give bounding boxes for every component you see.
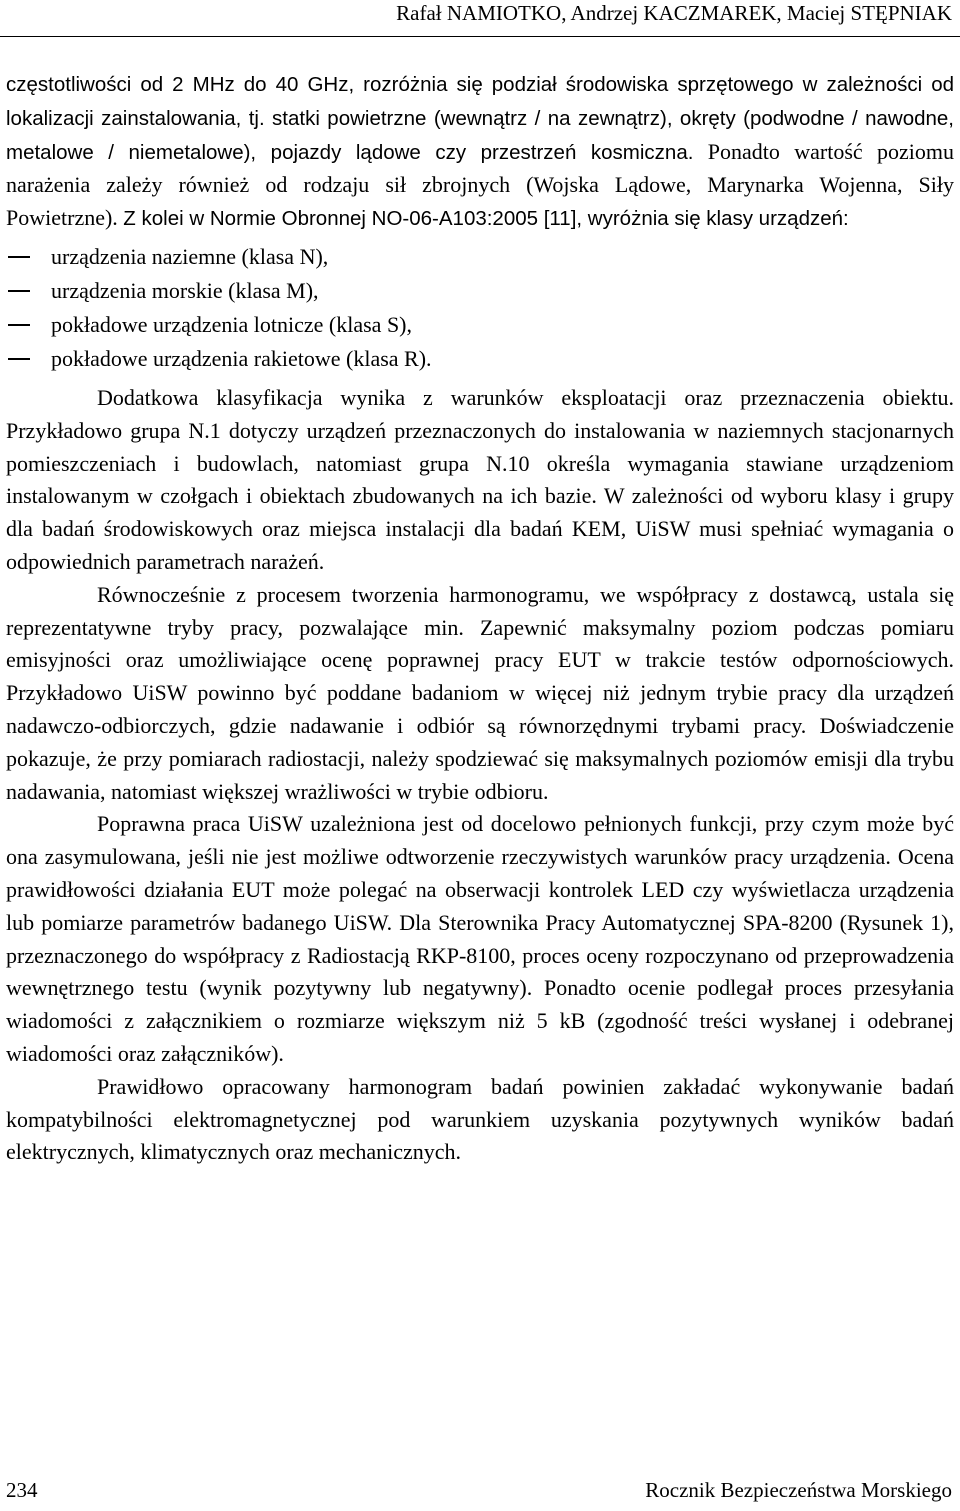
list-item-text: pokładowe urządzenia rakietowe (klasa R). — [51, 345, 432, 371]
list-item-text: pokładowe urządzenia lotnicze (klasa S), — [51, 311, 413, 337]
list-item-text: urządzenia morskie (klasa M), — [51, 277, 319, 303]
paragraph-environment-text-b: Ponadto wartość poziomu narażenia zależy również od rodzaju sił zbrojnych (Wojska Lądowe, Marynarka Wojenna, Siły Powietrzne). — [6, 138, 954, 231]
dash-bullet-icon — [8, 324, 30, 326]
dash-bullet-icon — [8, 290, 30, 292]
paragraph-environment — [6, 68, 954, 236]
paragraph-environment-text-c: Z kolei w Normie Obronnej NO-06-A103:2005 [11], wyróżnia się klasy urządzeń: — [123, 207, 849, 231]
journal-title: Rocznik Bezpieczeństwa Morskiego — [645, 1478, 952, 1502]
paragraph-test-schedule: Prawidłowo opracowany harmonogram badań powinien zakładać wykonywanie badań kompatybilności elektromagnetycznej pod warunkiem uzyskania pozytywnych wyników badań elektrycznych, klimatycznych oraz mechanicznych. — [6, 1073, 954, 1165]
paragraph-correct-operation: Poprawna praca UiSW uzależniona jest od docelowo pełnionych funkcji, przy czym może być ona zasymulowana, jeśli nie jest możliwe odtworzenie rzeczywistych warunków pracy urządzenia. Ocena prawidłowości działania EUT może polegać na obserwacji kontrolek LED czy wyświetlacza urządzenia lub pomiarze parametrów badanego UiSW. Dla Sterownika Pracy Automatycznej SPA-8200 (Rysunek 1), przeznaczonego do współpracy z Radiostacją RKP-8100, proces oceny rozpoczynano od przeprowadzenia wewnętrznego testu (wynik pozytywny lub negatywny). Ponadto ocenie podlegał proces przesyłania wiadomości z załącznikiem o rozmiarze większym niż 5 kB (zgodność treści wysłanej i odebranej wiadomości oraz załączników). — [6, 811, 954, 1066]
paragraph-classification: Dodatkowa klasyfikacja wynika z warunków eksploatacji oraz przeznaczenia obiektu. Przykładowo grupa N.1 dotyczy urządzeń przeznaczonych do instalowania w naziemnych stacjonarnych pomieszczeniach i budowlach, natomiast grupa N.10 określa wymagania stawiane urządzeniom instalowanym w czołgach i obiektach zbudowanych na ich bazie. W zależności od wyboru klasy i grupy dla badań środowiskowych oraz miejsca instalacji dla badań KEM, UiSW musi spełniać wymagania o odpowiednich parametrach narażeń. — [6, 384, 954, 574]
list-item-text: urządzenia naziemne (klasa N), — [51, 243, 329, 269]
paragraph-environment-text-a: częstotliwości od 2 MHz do 40 GHz, rozróżnia się podział środowiska sprzętowego w zależności od lokalizacji zainstalowania, tj. statki powietrzne (wewnątrz / na zewnątrz), okręty (podwodne / nawodne, metalowe / niemetalowe), pojazdy lądowe czy przestrzeń kosmiczna. — [6, 73, 954, 164]
header-authors: Rafał NAMIOTKO, Andrzej KACZMAREK, Maciej STĘPNIAK — [396, 1, 952, 25]
body-text — [6, 68, 954, 1169]
device-class-list — [6, 240, 954, 376]
dash-bullet-icon — [8, 358, 30, 360]
list-item — [6, 342, 954, 376]
list-item — [6, 274, 954, 308]
running-header — [0, 0, 960, 37]
list-item — [6, 240, 954, 274]
paragraph-operating-modes: Równocześnie z procesem tworzenia harmonogramu, we współpracy z dostawcą, ustala się reprezentatywne tryby pracy, pozwalające min. Zapewnić maksymalny poziom podczas pomiaru emisyjności oraz umożliwiające ocenę poprawnej pracy EUT w trakcie testów odpornościowych. Przykładowo UiSW powinno być poddane badaniom w więcej niż jednym trybie pracy dla urządzeń nadawczo-odbiorczych, gdzie nadawanie i odbiór są równorzędnymi trybami pracy. Doświadczenie pokazuje, że przy pomiarach radiostacji, należy spodziewać się maksymalnych poziomów emisji dla trybu nadawania, natomiast większej wrażliwości w trybie odbioru. — [6, 581, 954, 804]
list-item — [6, 308, 954, 342]
dash-bullet-icon — [8, 256, 30, 258]
page-number: 234 — [6, 1478, 38, 1502]
